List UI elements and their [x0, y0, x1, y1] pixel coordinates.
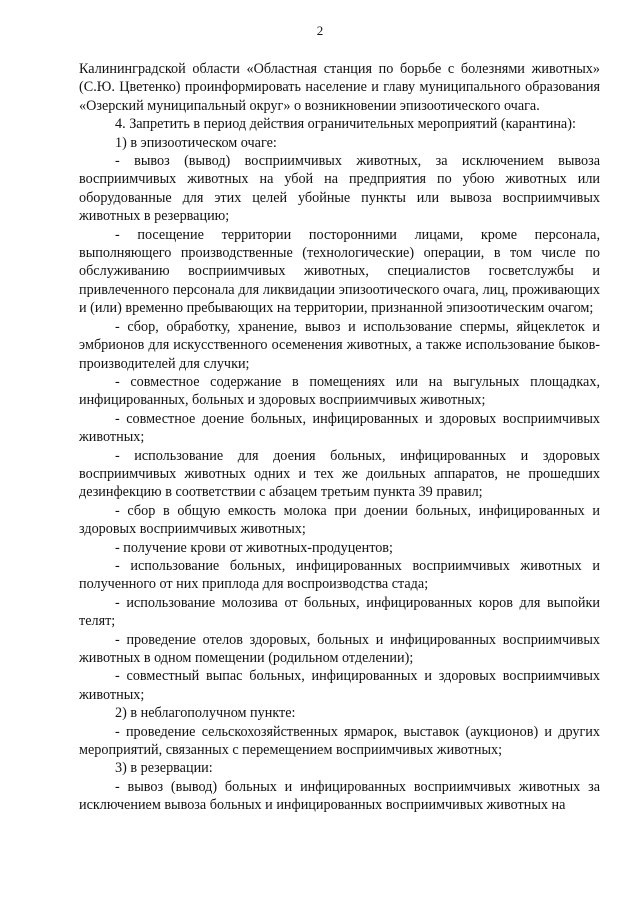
document-body: [79, 60, 600, 815]
bullet-joint-keeping: - совместное содержание в помещениях или на выгульных площадках, инфицированных, больных и здоровых восприимчивых животных;: [79, 373, 600, 409]
paragraph-item-4: 4. Запретить в период действия ограничительных мероприятий (карантина):: [115, 116, 576, 133]
bullet-joint-milking: - совместное доение больных, инфицированных и здоровых восприимчивых животных;: [79, 410, 600, 446]
subitem-reservation: 3) в резервации:: [115, 760, 213, 777]
subitem-epizootic-focus: 1) в эпизоотическом очаге:: [115, 134, 277, 151]
page-number: 2: [316, 23, 324, 38]
paragraph-continuation: Калининградской области «Областная станция по борьбе с болезнями животных» (С.Ю. Цветенко) проинформировать население и главу муниципального образования «Озерский муниципальный округ» о возникновении эпизоотического очага.: [79, 61, 600, 114]
bullet-blood-collection: - получение крови от животных-продуцентов;: [115, 539, 393, 556]
bullet-removal-sick: - вывоз (вывод) больных и инфицированных восприимчивых животных за исключением вывоза больных и инфицированных восприимчивых животных на: [79, 778, 600, 814]
bullet-visiting-territory: - посещение территории посторонними лицами, кроме персонала, выполняющего производственные (технологические) операции, в том числе по обслуживанию восприимчивых животных, специалистов госветслужбы и привлеченного персонала для ликвидации эпизоотического очага, лиц, проживающих и (или) временно пребывающих на территории, признанной эпизоотическим очагом;: [79, 226, 600, 317]
bullet-colostrum: - использование молозива от больных, инфицированных коров для выпойки телят;: [79, 594, 600, 630]
bullet-milk-collection: - сбор в общую емкость молока при доении больных, инфицированных и здоровых восприимчивых животных;: [79, 502, 600, 538]
subitem-unfavorable-point: 2) в неблагополучном пункте:: [115, 705, 296, 722]
bullet-removal-animals: - вывоз (вывод) восприимчивых животных, за исключением вывоза восприимчивых животных на убой на предприятия по убою животных или оборудованные для этих целей убойные пункты или вывоза восприимчивых животных в резервацию;: [79, 153, 600, 225]
bullet-reproduction: - использование больных, инфицированных восприимчивых животных и полученного от них приплода для воспроизводства стада;: [79, 557, 600, 593]
bullet-milking-machines: - использование для доения больных, инфицированных и здоровых восприимчивых животных одних и тех же доильных аппаратов, не прошедших дезинфекцию в соответствии с абзацем третьим пункта 39 правил;: [79, 447, 600, 501]
bullet-grazing: - совместный выпас больных, инфицированных и здоровых восприимчивых животных;: [79, 668, 600, 703]
bullet-calving: - проведение отелов здоровых, больных и инфицированных восприимчивых животных в одном помещении (родильном отделении);: [79, 631, 600, 666]
bullet-sperm-collection: - сбор, обработку, хранение, вывоз и использование спермы, яйцеклеток и эмбрионов для искусственного осеменения животных, а также использование быков-производителей для случки;: [79, 318, 600, 372]
bullet-fairs: - проведение сельскохозяйственных ярмарок, выставок (аукционов) и других мероприятий, связанных с перемещением восприимчивых животных;: [79, 723, 600, 759]
